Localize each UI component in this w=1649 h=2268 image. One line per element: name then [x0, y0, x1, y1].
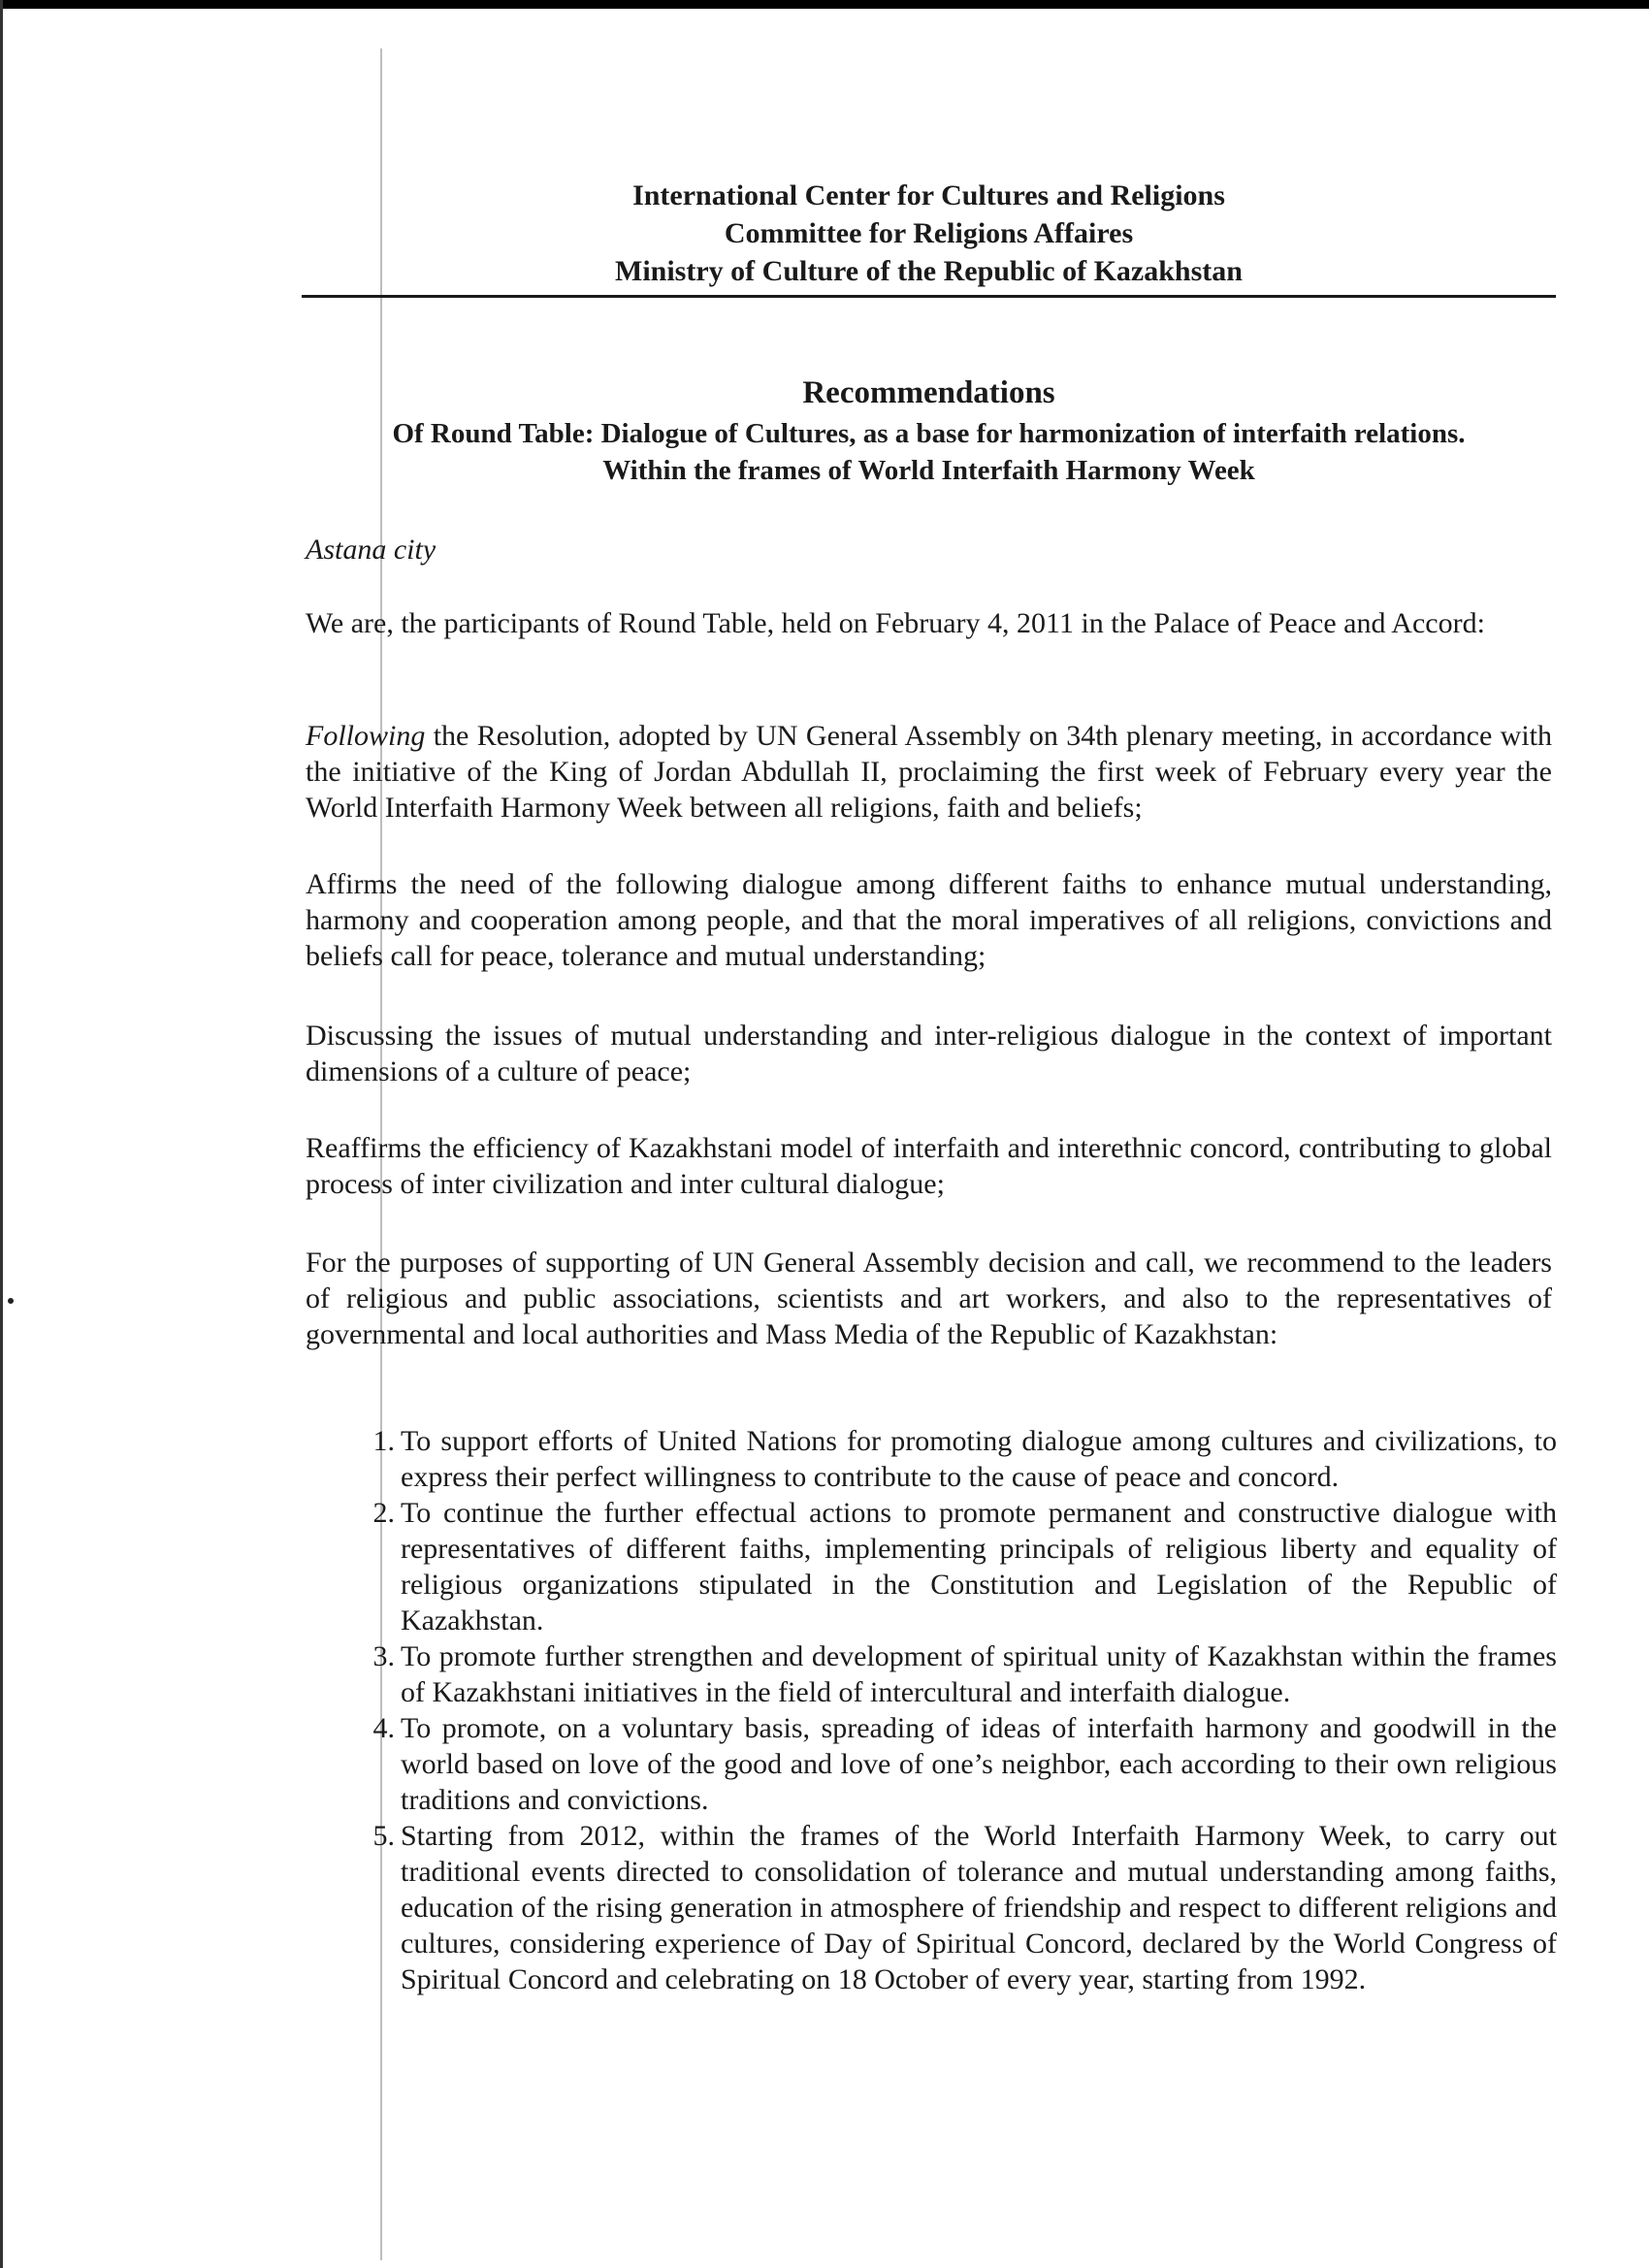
list-item: [306, 1818, 1557, 1997]
subtitle-line-1: Of Round Table: Dialogue of Cultures, as a base for harmonization of interfaith relations.: [392, 418, 1466, 449]
paragraph-affirms: [306, 866, 1552, 974]
scan-dot-mark: [8, 1298, 14, 1304]
list-item-text: To continue the further effectual actions to promote permanent and constructive dialogue with representatives of different faiths, implementing principals of religious liberty and equality of religious organizations stipulated in the Constitution and Legislation of the Republic of Kazakhstan.: [401, 1497, 1557, 1636]
paragraph-text: Reaffirms the efficiency of Kazakhstani model of interfaith and interethnic concord, contributing to global process of inter civilization and inter cultural dialogue;: [306, 1132, 1552, 1200]
place-line: Astana city: [306, 534, 436, 566]
paragraph-purposes: [306, 1245, 1552, 1352]
list-item-text: To promote further strengthen and development of spiritual unity of Kazakhstan within the frames of Kazakhstani initiatives in the field of intercultural and interfaith dialogue.: [401, 1640, 1557, 1708]
paragraph-discussing: [306, 1018, 1552, 1089]
list-item-number: 1.: [372, 1425, 395, 1457]
list-item: [306, 1423, 1557, 1495]
letterhead-organization: International Center for Cultures and Religions: [632, 179, 1225, 211]
paragraph-following: [306, 718, 1552, 826]
letterhead-ministry: Ministry of Culture of the Republic of Kazakhstan: [615, 255, 1243, 287]
letterhead-rule: [302, 295, 1556, 298]
scan-edge-left: [0, 0, 3, 2268]
recommendations-list: [306, 1423, 1557, 1997]
letterhead-committee: Committee for Religions Affaires: [724, 217, 1134, 249]
paragraph-text: Affirms the need of the following dialogue among different faiths to enhance mutual understanding, harmony and cooperation among people, and that the moral imperatives of all religions, convictions and beliefs call for peace, tolerance and mutual understanding;: [306, 868, 1552, 972]
scan-edge-top: [0, 0, 1649, 9]
paragraph-reaffirms: [306, 1130, 1552, 1202]
list-item: [306, 1495, 1557, 1638]
list-item-text: Starting from 2012, within the frames of the World Interfaith Harmony Week, to carry out traditional events directed to consolidation of tolerance and mutual understanding among faiths, education of the rising generation in atmosphere of friendship and respect to different religions and cultures, considering experience of Day of Spiritual Concord, declared by the World Congress of Spiritual Concord and celebrating on 18 October of every year, starting from 1992.: [401, 1820, 1557, 1995]
list-item-number: 3.: [372, 1640, 395, 1672]
paragraph-text: For the purposes of supporting of UN General Assembly decision and call, we recommend to the leaders of religious and public associations, scientists and art workers, and also to the representatives of governmental and local authorities and Mass Media of the Republic of Kazakhstan:: [306, 1247, 1552, 1350]
subtitle-line-2: Within the frames of World Interfaith Harmony Week: [602, 455, 1255, 486]
paragraph-text: the Resolution, adopted by UN General Assembly on 34th plenary meeting, in accordance with the initiative of the King of Jordan Abdullah II, proclaiming the first week of February every year the World Interfaith Harmony Week between all religions, faith and beliefs;: [306, 720, 1552, 824]
paragraph-text: Discussing the issues of mutual understanding and inter-religious dialogue in the context of important dimensions of a culture of peace;: [306, 1020, 1552, 1087]
list-item: [306, 1638, 1557, 1710]
letterhead: [301, 177, 1557, 290]
paragraph-participants: [306, 605, 1552, 641]
document-title: Recommendations: [802, 375, 1055, 410]
list-item-text: To promote, on a voluntary basis, spreading of ideas of interfaith harmony and goodwill in the world based on love of the good and love of one’s neighbor, each according to their own religious traditions and convictions.: [401, 1712, 1557, 1816]
list-item-number: 2.: [372, 1497, 395, 1529]
document-subtitle: [301, 415, 1557, 489]
list-item-number: 5.: [372, 1820, 395, 1852]
list-item: [306, 1710, 1557, 1818]
paragraph-text: We are, the participants of Round Table, held on February 4, 2011 in the Palace of Peace and Accord:: [306, 607, 1485, 639]
list-item-number: 4.: [372, 1712, 395, 1744]
paragraph-lead: Following: [306, 720, 426, 752]
list-item-text: To support efforts of United Nations for promoting dialogue among cultures and civilizations, to express their perfect willingness to contribute to the cause of peace and concord.: [401, 1425, 1557, 1493]
